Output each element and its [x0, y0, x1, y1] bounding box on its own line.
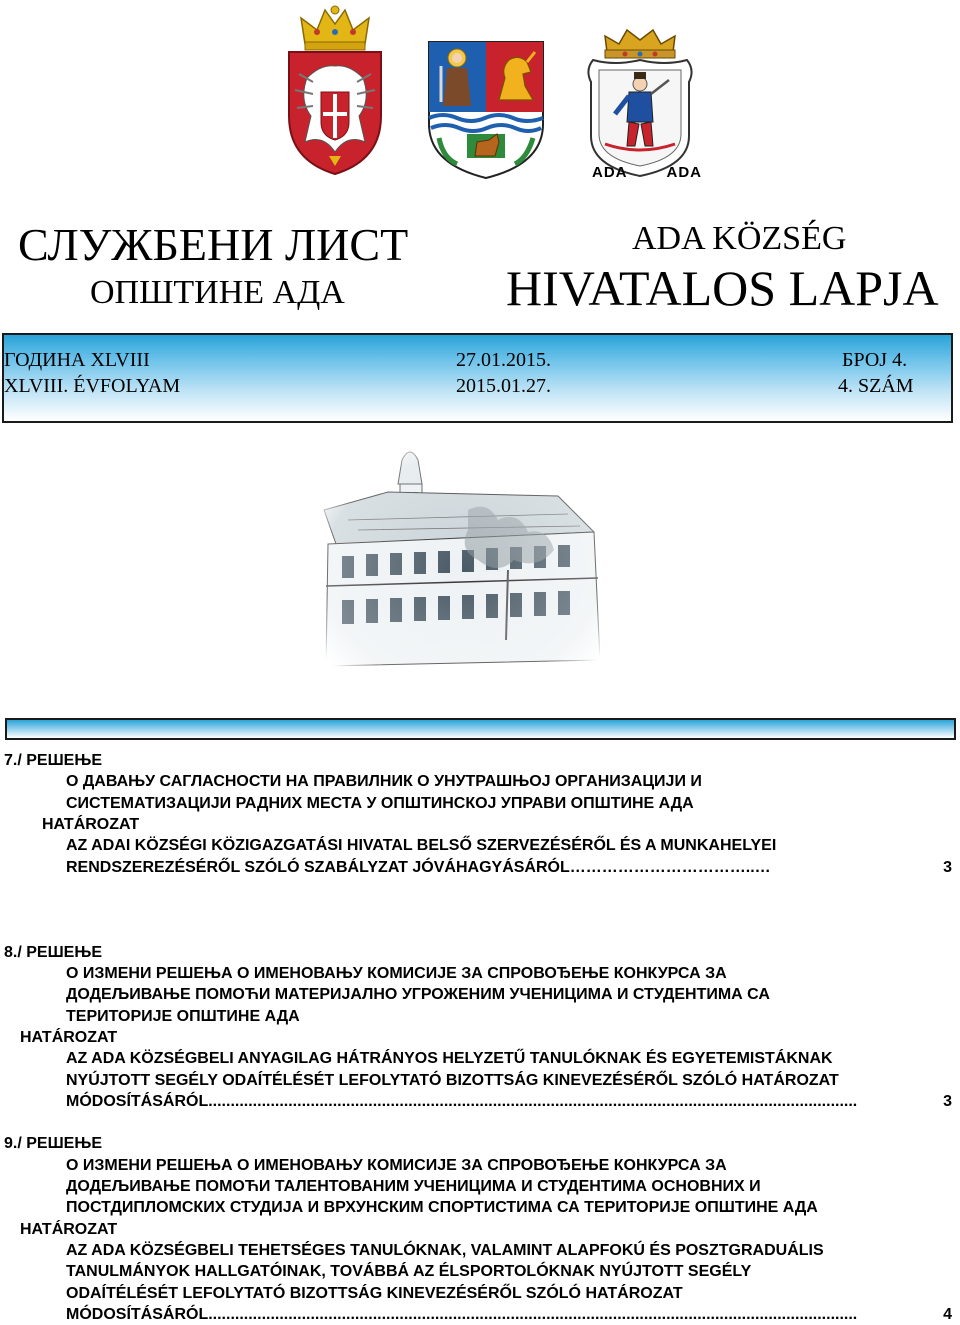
toc-entry-title-serbian: ДОДЕЉИВАЊЕ ПОМОЋИ МАТЕРИЈАЛНО УГРОЖЕНИМ УЧЕНИЦИМА И СТУДЕНТИМА СА	[66, 986, 770, 1004]
title-hungarian-line1: ADA KÖZSÉG	[632, 220, 847, 257]
vojvodina-coat-of-arms	[427, 38, 545, 180]
issue-number-serbian: БРОЈ 4.	[842, 349, 908, 371]
ada-label-right: ADA	[666, 164, 702, 181]
toc-entry-label-hungarian: HATÁROZAT	[42, 815, 140, 833]
title-serbian-line1: СЛУЖБЕНИ ЛИСТ	[18, 219, 409, 270]
toc-dot-leader: ..................................................................................................................................................	[208, 1092, 858, 1110]
toc-entry-title-end: MÓDOSÍTÁSÁRÓL	[66, 1092, 209, 1110]
toc-entry-last-line	[66, 1304, 952, 1325]
title-serbian-line2: ОПШТИНЕ АДА	[90, 274, 345, 311]
toc-entry-title-hungarian: ODAÍTÉLÉSÉT LEFOLYTATÓ BIZOTTSÁG KINEVEZÉSÉRŐL SZÓLÓ HATÁROZAT	[66, 1284, 683, 1302]
toc-entry-label-hungarian: HATÁROZAT	[20, 1220, 118, 1238]
toc-entry-title-serbian: ПОСТДИПЛОМСКИХ СТУДИЈА И ВРХУНСКИМ СПОРТИСТИМА СА ТЕРИТОРИЈЕ ОПШТИНЕ АДА	[66, 1199, 818, 1217]
toc-entry-title-serbian: СИСТЕМАТИЗАЦИЈИ РАДНИХ МЕСТА У ОПШТИНСКОЈ УПРАВИ ОПШТИНЕ АДА	[66, 794, 694, 812]
crown-icon	[605, 30, 675, 58]
toc-dot-leader: ..................................................................................................................................................	[208, 1305, 858, 1323]
toc-entry-title-serbian: О ИЗМЕНИ РЕШЕЊА О ИМЕНОВАЊУ КОМИСИЈЕ ЗА СПРОВОЂЕЊЕ КОНКУРСА ЗА	[66, 1156, 727, 1174]
toc-entry-title-hungarian: AZ ADA KÖZSÉGBELI TEHETSÉGES TANULÓKNAK, VALAMINT ALAPFOKÚ ÉS POSZTGRADUÁLIS	[66, 1241, 824, 1259]
toc-page-number: 3	[943, 1092, 952, 1110]
toc-entry-title-serbian: ТЕРИТОРИЈЕ ОПШТИНЕ АДА	[66, 1007, 300, 1025]
serbia-coat-of-arms	[283, 4, 387, 176]
issue-info-bar	[2, 333, 953, 423]
toc-entry-title-hungarian: AZ ADAI KÖZSÉGI KÖZIGAZGATÁSI HIVATAL BELSŐ SZERVEZÉSÉRŐL ÉS A MUNKAHELYEI	[66, 837, 777, 855]
town-hall-sketch	[318, 440, 606, 678]
toc-page-number: 4	[943, 1305, 952, 1323]
toc-page-number: 3	[943, 858, 952, 876]
issue-year-hungarian: XLVIII. ÉVFOLYAM	[4, 375, 181, 397]
decorative-bar	[5, 718, 956, 740]
toc-entry-number: 9./ РЕШЕЊЕ	[4, 1135, 102, 1153]
issue-number-hungarian: 4. SZÁM	[838, 375, 914, 397]
toc-entry-title-end: MÓDOSÍTÁSÁRÓL	[66, 1305, 209, 1323]
issue-year-serbian: ГОДИНА XLVIII	[4, 349, 150, 371]
title-hungarian-line2: HIVATALOS LAPJA	[506, 260, 939, 316]
toc-entry-title-serbian: О ДАВАЊУ САГЛАСНОСТИ НА ПРАВИЛНИК О УНУТРАШЊОЈ ОРГАНИЗАЦИЈИ И	[66, 773, 702, 791]
toc-entry-last-line	[66, 1091, 952, 1112]
issue-date-serbian: 27.01.2015.	[456, 349, 551, 371]
toc-entry-last-line	[66, 857, 952, 878]
toc-entry-number: 7./ РЕШЕЊЕ	[4, 752, 102, 769]
toc-entry-title-hungarian: AZ ADA KÖZSÉGBELI ANYAGILAG HÁTRÁNYOS HELYZETŰ TANULÓKNAK ÉS EGYETEMISTÁKNAK	[66, 1050, 833, 1068]
toc-entry-label-hungarian: HATÁROZAT	[20, 1028, 118, 1046]
crown-icon	[301, 6, 369, 50]
toc-entry-title-hungarian: NYÚJTOTT SEGÉLY ODAÍTÉLÉSÉT LEFOLYTATÓ BIZOTTSÁG KINEVEZÉSÉRŐL SZÓLÓ HATÁROZAT	[66, 1071, 839, 1089]
toc-entry-number: 8./ РЕШЕЊЕ	[4, 943, 102, 961]
issue-date-hungarian: 2015.01.27.	[456, 375, 551, 397]
ada-label-left: ADA	[592, 164, 628, 181]
toc-entry-title-end: RENDSZEREZÉSÉRŐL SZÓLÓ SZABÁLYZAT JÓVÁHAGYÁSÁRÓL	[66, 858, 570, 876]
toc-entry-title-hungarian: TANULMÁNYOK HALLGATÓINAK, TOVÁBBÁ AZ ÉLSPORTOLÓKNAK NYÚJTOTT SEGÉLY	[66, 1263, 752, 1281]
toc-entry-title-serbian: ДОДЕЉИВАЊЕ ПОМОЋИ ТАЛЕНТОВАНИМ УЧЕНИЦИМА И СТУДЕНТИМА ОСНОВНИХ И	[66, 1178, 761, 1195]
toc-entry-title-serbian: О ИЗМЕНИ РЕШЕЊА О ИМЕНОВАЊУ КОМИСИЈЕ ЗА СПРОВОЂЕЊЕ КОНКУРСА ЗА	[66, 965, 727, 982]
toc-dot-leader: ……………………………..…	[569, 858, 771, 876]
ada-coat-label	[592, 164, 702, 181]
